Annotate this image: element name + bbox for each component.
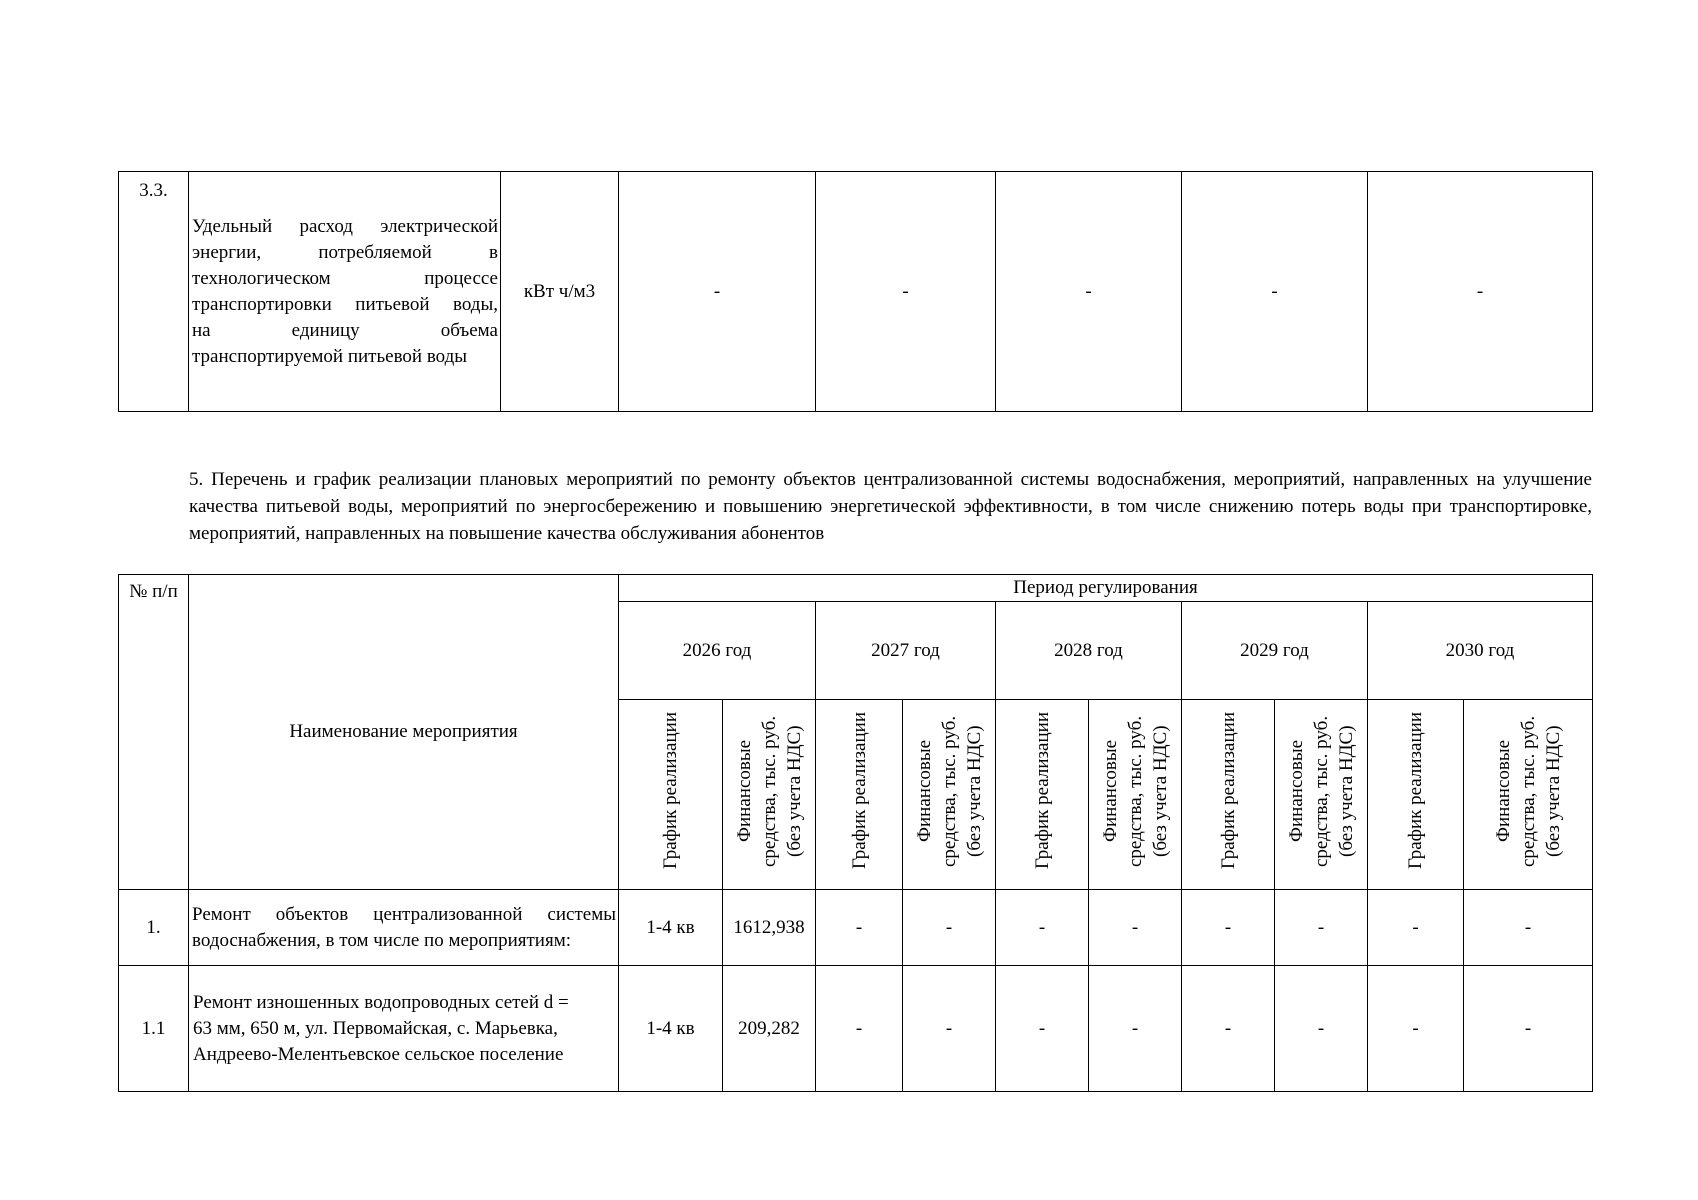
subheader-finance: Финансовые средства, тыс. руб. (без учета НДС) bbox=[723, 700, 816, 890]
year-2029: 2029 год bbox=[1182, 602, 1368, 700]
table-row bbox=[119, 172, 1593, 412]
schedule-cell: - bbox=[816, 890, 903, 966]
finance-cell: - bbox=[1464, 890, 1593, 966]
header-period: Период регулирования bbox=[619, 575, 1593, 602]
finance-cell: - bbox=[903, 966, 996, 1092]
year-2030: 2030 год bbox=[1368, 602, 1593, 700]
finance-cell: 209,282 bbox=[723, 966, 816, 1092]
schedule-cell: - bbox=[1368, 966, 1464, 1092]
year-2027: 2027 год bbox=[816, 602, 996, 700]
activity-name: Ремонт изношенных водопроводных сетей d = 63 мм, 650 м, ул. Первомайская, с. Марьевка, Андреево-Мелентьевское сельское поселение bbox=[189, 966, 619, 1092]
table-row bbox=[119, 966, 1593, 1092]
finance-cell: - bbox=[1089, 966, 1182, 1092]
value-cell: - bbox=[1368, 172, 1593, 412]
row-number: 1.1 bbox=[119, 966, 189, 1092]
year-2026: 2026 год bbox=[619, 602, 816, 700]
subheader-finance: Финансовые средства, тыс. руб. (без учета НДС) bbox=[1089, 700, 1182, 890]
finance-cell: - bbox=[1275, 890, 1368, 966]
schedule-cell: 1-4 кв bbox=[619, 890, 723, 966]
schedule-cell: - bbox=[996, 890, 1089, 966]
finance-cell: - bbox=[903, 890, 996, 966]
schedule-cell: - bbox=[816, 966, 903, 1092]
subheader-finance: Финансовые средства, тыс. руб. (без учета НДС) bbox=[1275, 700, 1368, 890]
schedule-cell: - bbox=[996, 966, 1089, 1092]
schedule-cell: - bbox=[1182, 890, 1275, 966]
header-number: № п/п bbox=[119, 575, 189, 890]
finance-cell: 1612,938 bbox=[723, 890, 816, 966]
subheader-schedule: График реализации bbox=[619, 700, 723, 890]
section-5-heading: 5. Перечень и график реализации плановых мероприятий по ремонту объектов централизованной системы водоснабжения, мероприятий, направленных на улучшение качества питьевой воды, мероприятий по энергосбережению и повышению энергетической эффективности, в том числе снижению потерь воды при транспортировке, мероприятий, направленных на повышение качества обслуживания абонентов bbox=[189, 469, 1592, 544]
value-cell: - bbox=[619, 172, 816, 412]
indicator-description: Удельный расход электрической энергии, потребляемой в технологическом процессе транспортировки питьевой воды, на единицу объема транспортируемой питьевой воды bbox=[189, 172, 501, 412]
indicator-table bbox=[118, 171, 1593, 412]
header-name: Наименование мероприятия bbox=[189, 575, 619, 890]
schedule-cell: - bbox=[1182, 966, 1275, 1092]
finance-cell: - bbox=[1089, 890, 1182, 966]
unit-cell: кВт ч/м3 bbox=[501, 172, 619, 412]
schedule-cell: 1-4 кв bbox=[619, 966, 723, 1092]
value-cell: - bbox=[1182, 172, 1368, 412]
value-cell: - bbox=[816, 172, 996, 412]
activities-table bbox=[118, 574, 1593, 1092]
activity-name: Ремонт объектов централизованной системы водоснабжения, в том числе по мероприятиям: bbox=[189, 890, 619, 966]
value-cell: - bbox=[996, 172, 1182, 412]
header-row-period bbox=[119, 575, 1593, 602]
table-row bbox=[119, 890, 1593, 966]
subheader-schedule: График реализации bbox=[1182, 700, 1275, 890]
subheader-finance: Финансовые средства, тыс. руб. (без учета НДС) bbox=[903, 700, 996, 890]
subheader-schedule: График реализации bbox=[1368, 700, 1464, 890]
row-number: 1. bbox=[119, 890, 189, 966]
subheader-schedule: График реализации bbox=[816, 700, 903, 890]
finance-cell: - bbox=[1275, 966, 1368, 1092]
finance-cell: - bbox=[1464, 966, 1593, 1092]
schedule-cell: - bbox=[1368, 890, 1464, 966]
subheader-finance: Финансовые средства, тыс. руб. (без учета НДС) bbox=[1464, 700, 1593, 890]
row-number: 3.3. bbox=[119, 172, 189, 412]
year-2028: 2028 год bbox=[996, 602, 1182, 700]
subheader-schedule: График реализации bbox=[996, 700, 1089, 890]
